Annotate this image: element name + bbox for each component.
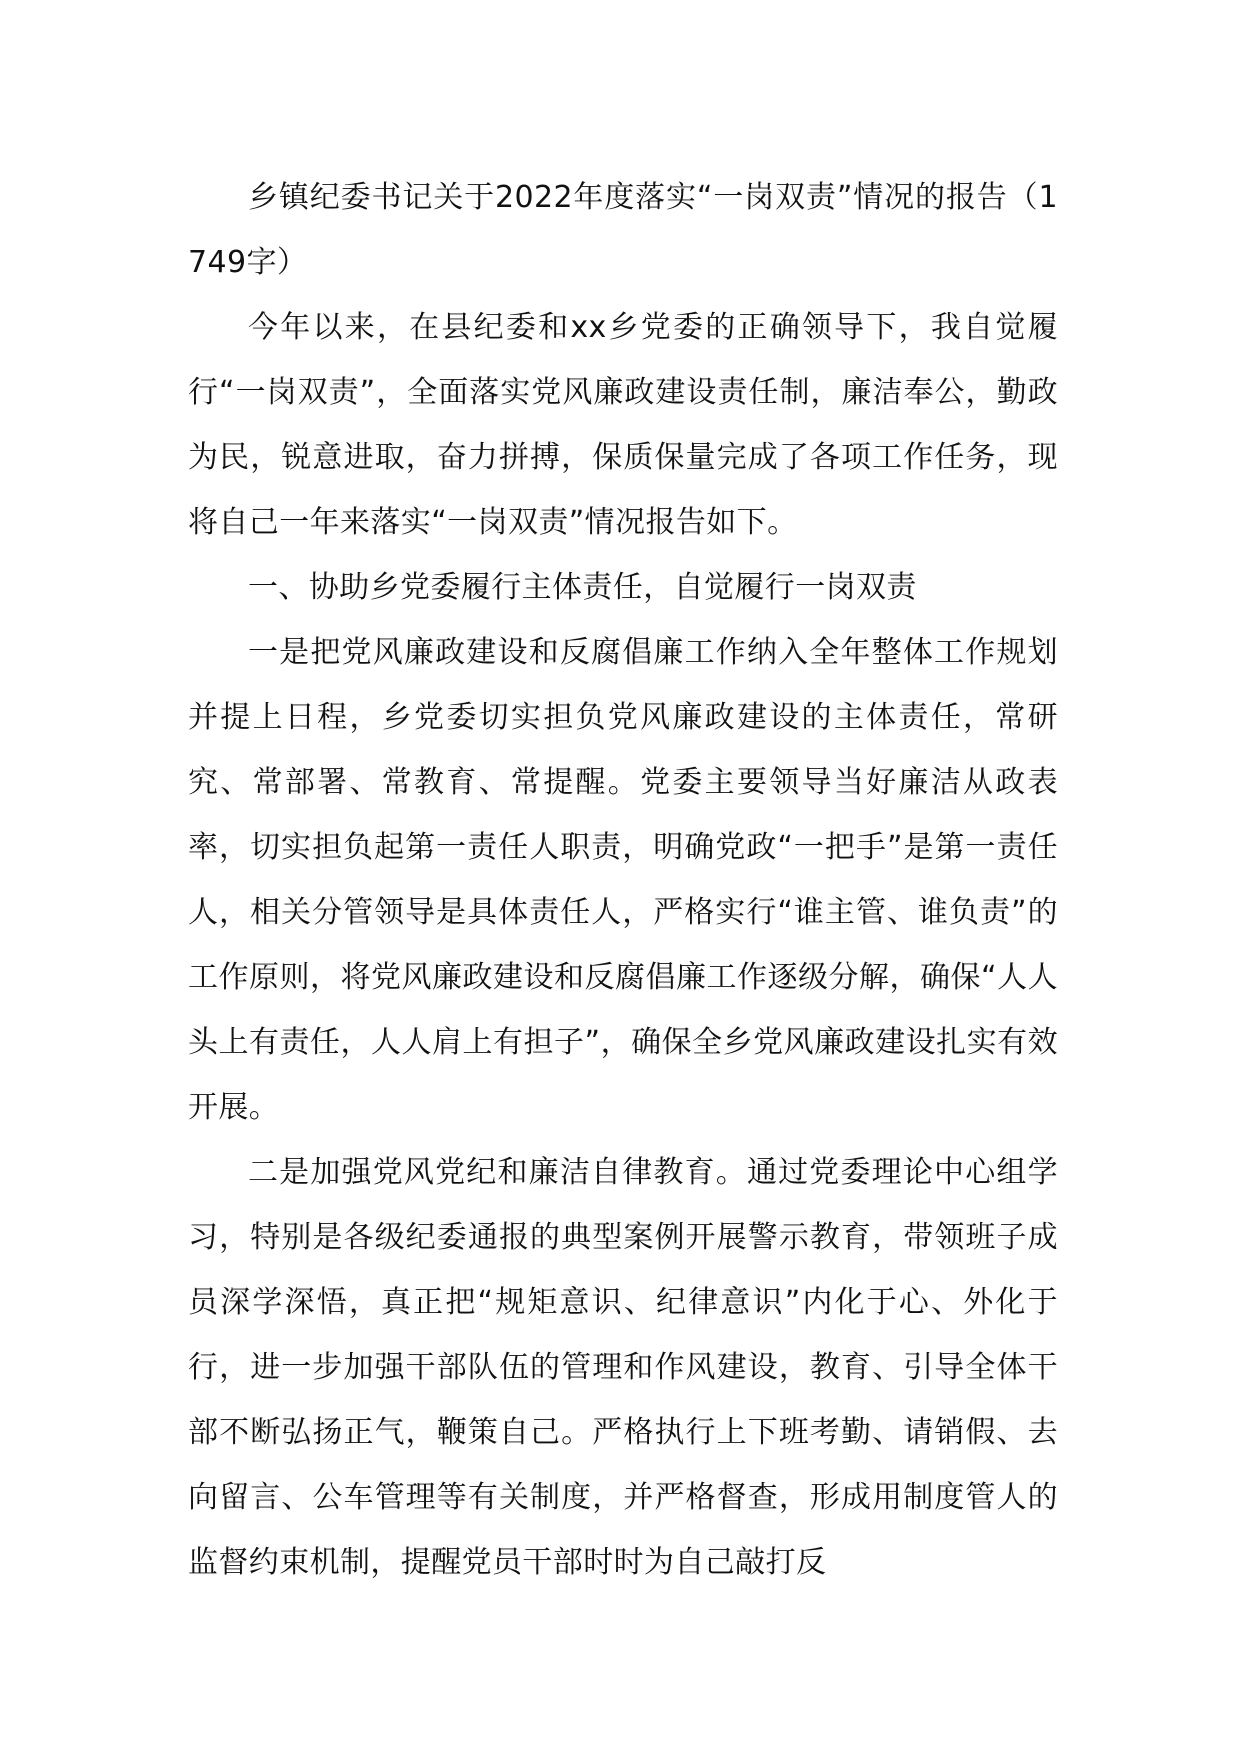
document-body <box>188 165 1058 1595</box>
section-heading-1: 一、协助乡党委履行主体责任，自觉履行一岗双责 <box>248 570 917 605</box>
body-paragraph-1: 一是把党风廉政建设和反腐倡廉工作纳入全年整体工作规划并提上日程，乡党委切实担负党风廉政建设的主体责任，常研究、常部署、常教育、常提醒。党委主要领导当好廉洁从政表率，切实担负起第一责任人职责，明确党政“一把手”是第一责任人，相关分管领导是具体责任人，严格实行“谁主管、谁负责”的工作原则，将党风廉政建设和反腐倡廉工作逐级分解，确保“人人头上有责任，人人肩上有担子”，确保全乡党风廉政建设扎实有效开展。 <box>188 635 1058 1125</box>
intro-paragraph: 今年以来，在县纪委和xx乡党委的正确领导下，我自觉履行“一岗双责”，全面落实党风廉政建设责任制，廉洁奉公，勤政为民，锐意进取，奋力拼搏，保质保量完成了各项工作任务，现将自己一年来落实“一岗双责”情况报告如下。 <box>188 310 1058 540</box>
body-paragraph-2: 二是加强党风党纪和廉洁自律教育。通过党委理论中心组学习，特别是各级纪委通报的典型案例开展警示教育，带领班子成员深学深悟，真正把“规矩意识、纪律意识”内化于心、外化于行，进一步加强干部队伍的管理和作风建设，教育、引导全体干部不断弘扬正气，鞭策自己。严格执行上下班考勤、请销假、去向留言、公车管理等有关制度，并严格督查，形成用制度管人的监督约束机制，提醒党员干部时时为自己敲打反 <box>188 1155 1058 1580</box>
document-title: 乡镇纪委书记关于2022年度落实“一岗双责”情况的报告（1749字） <box>188 180 1058 280</box>
